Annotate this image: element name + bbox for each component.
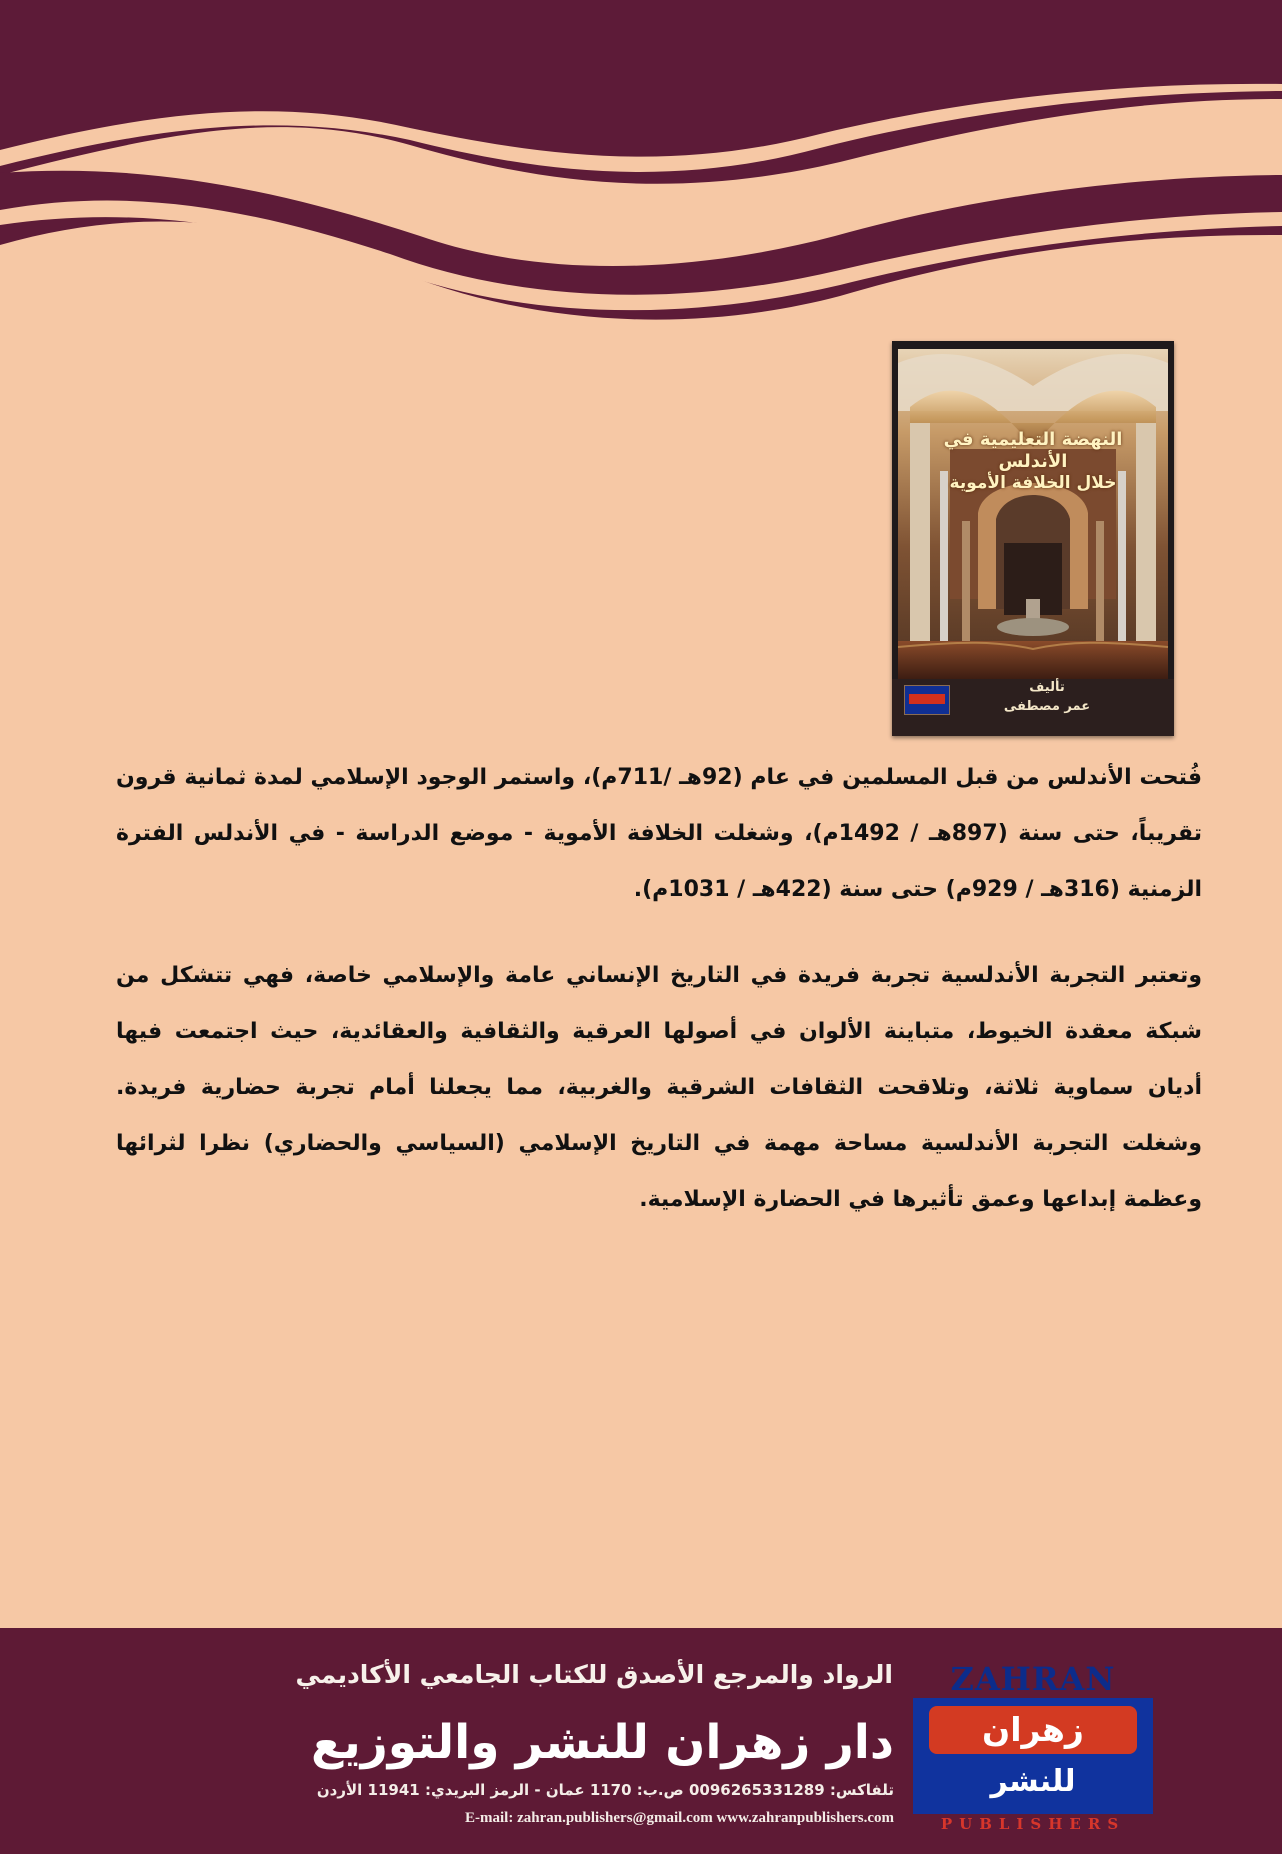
publisher-logo-arabic-2: للنشر (990, 1764, 1076, 1799)
publisher-email-line: E-mail: zahran.publishers@gmail.com www.zahranpublishers.com (465, 1810, 894, 1826)
publisher-slogan: الرواد والمرجع الأصدق للكتاب الجامعي الأكاديمي (295, 1660, 893, 1689)
description-paragraph-1: فُتحت الأندلس من قبل المسلمين في عام (92هـ /711م)، واستمر الوجود الإسلامي لمدة ثمانية قرون تقريباً، حتى سنة (897هـ / 1492م)، وشغلت الخلافة الأموية - موضع الدراسة - في الأندلس الفترة الزمنية (316هـ / 929م) حتى سنة (422هـ / 1031م). (116, 765, 1202, 902)
top-wave-band (0, 0, 1282, 340)
author-label: تأليف (1029, 680, 1065, 695)
description-paragraph-2: وتعتبر التجربة الأندلسية تجربة فريدة في التاريخ الإنساني عامة والإسلامي خاصة، فهي تتشكل من شبكة معقدة الخيوط، متباينة الألوان في أصولها العرقية والثقافية والعقائدية، حيث اجتمعت فيها أديان سماوية ثلاثة، وتلاقحت الثقافات الشرقية والغربية، مما يجعلنا أمام تجربة حضارية فريدة. وشغلت التجربة الأندلسية مساحة مهمة في التاريخ الإسلامي (السياسي والحضاري) نظرا لثرائها وعظمة إبداعها وعمق تأثيرها في الحضارة الإسلامية. (116, 963, 1202, 1212)
architectural-hall-image (892, 341, 1174, 736)
book-cover-thumbnail (892, 341, 1174, 736)
book-title-line-2: خلال الخلافة الأموية (949, 472, 1117, 493)
publisher-name: دار زهران للنشر والتوزيع (310, 1715, 894, 1770)
book-author-block (942, 679, 1152, 717)
publisher-contact-line: تلفاكس: 0096265331289 ص.ب: 1170 عمان - الرمز البريدي: 11941 الأردن (316, 1781, 894, 1799)
author-name: عمر مصطفى (1003, 698, 1091, 714)
publisher-logo-english-bottom: PUBLISHERS (940, 1815, 1126, 1833)
publisher-logo (905, 1662, 1161, 1834)
publisher-logo-box (913, 1698, 1153, 1814)
publisher-logo-arabic-1: زهران (929, 1706, 1137, 1754)
publisher-logo-english-top: ZAHRAN (950, 1660, 1116, 1698)
book-title (910, 429, 1156, 494)
book-description (116, 750, 1202, 1228)
book-title-line-1: النهضة التعليمية في الأندلس (943, 429, 1123, 472)
